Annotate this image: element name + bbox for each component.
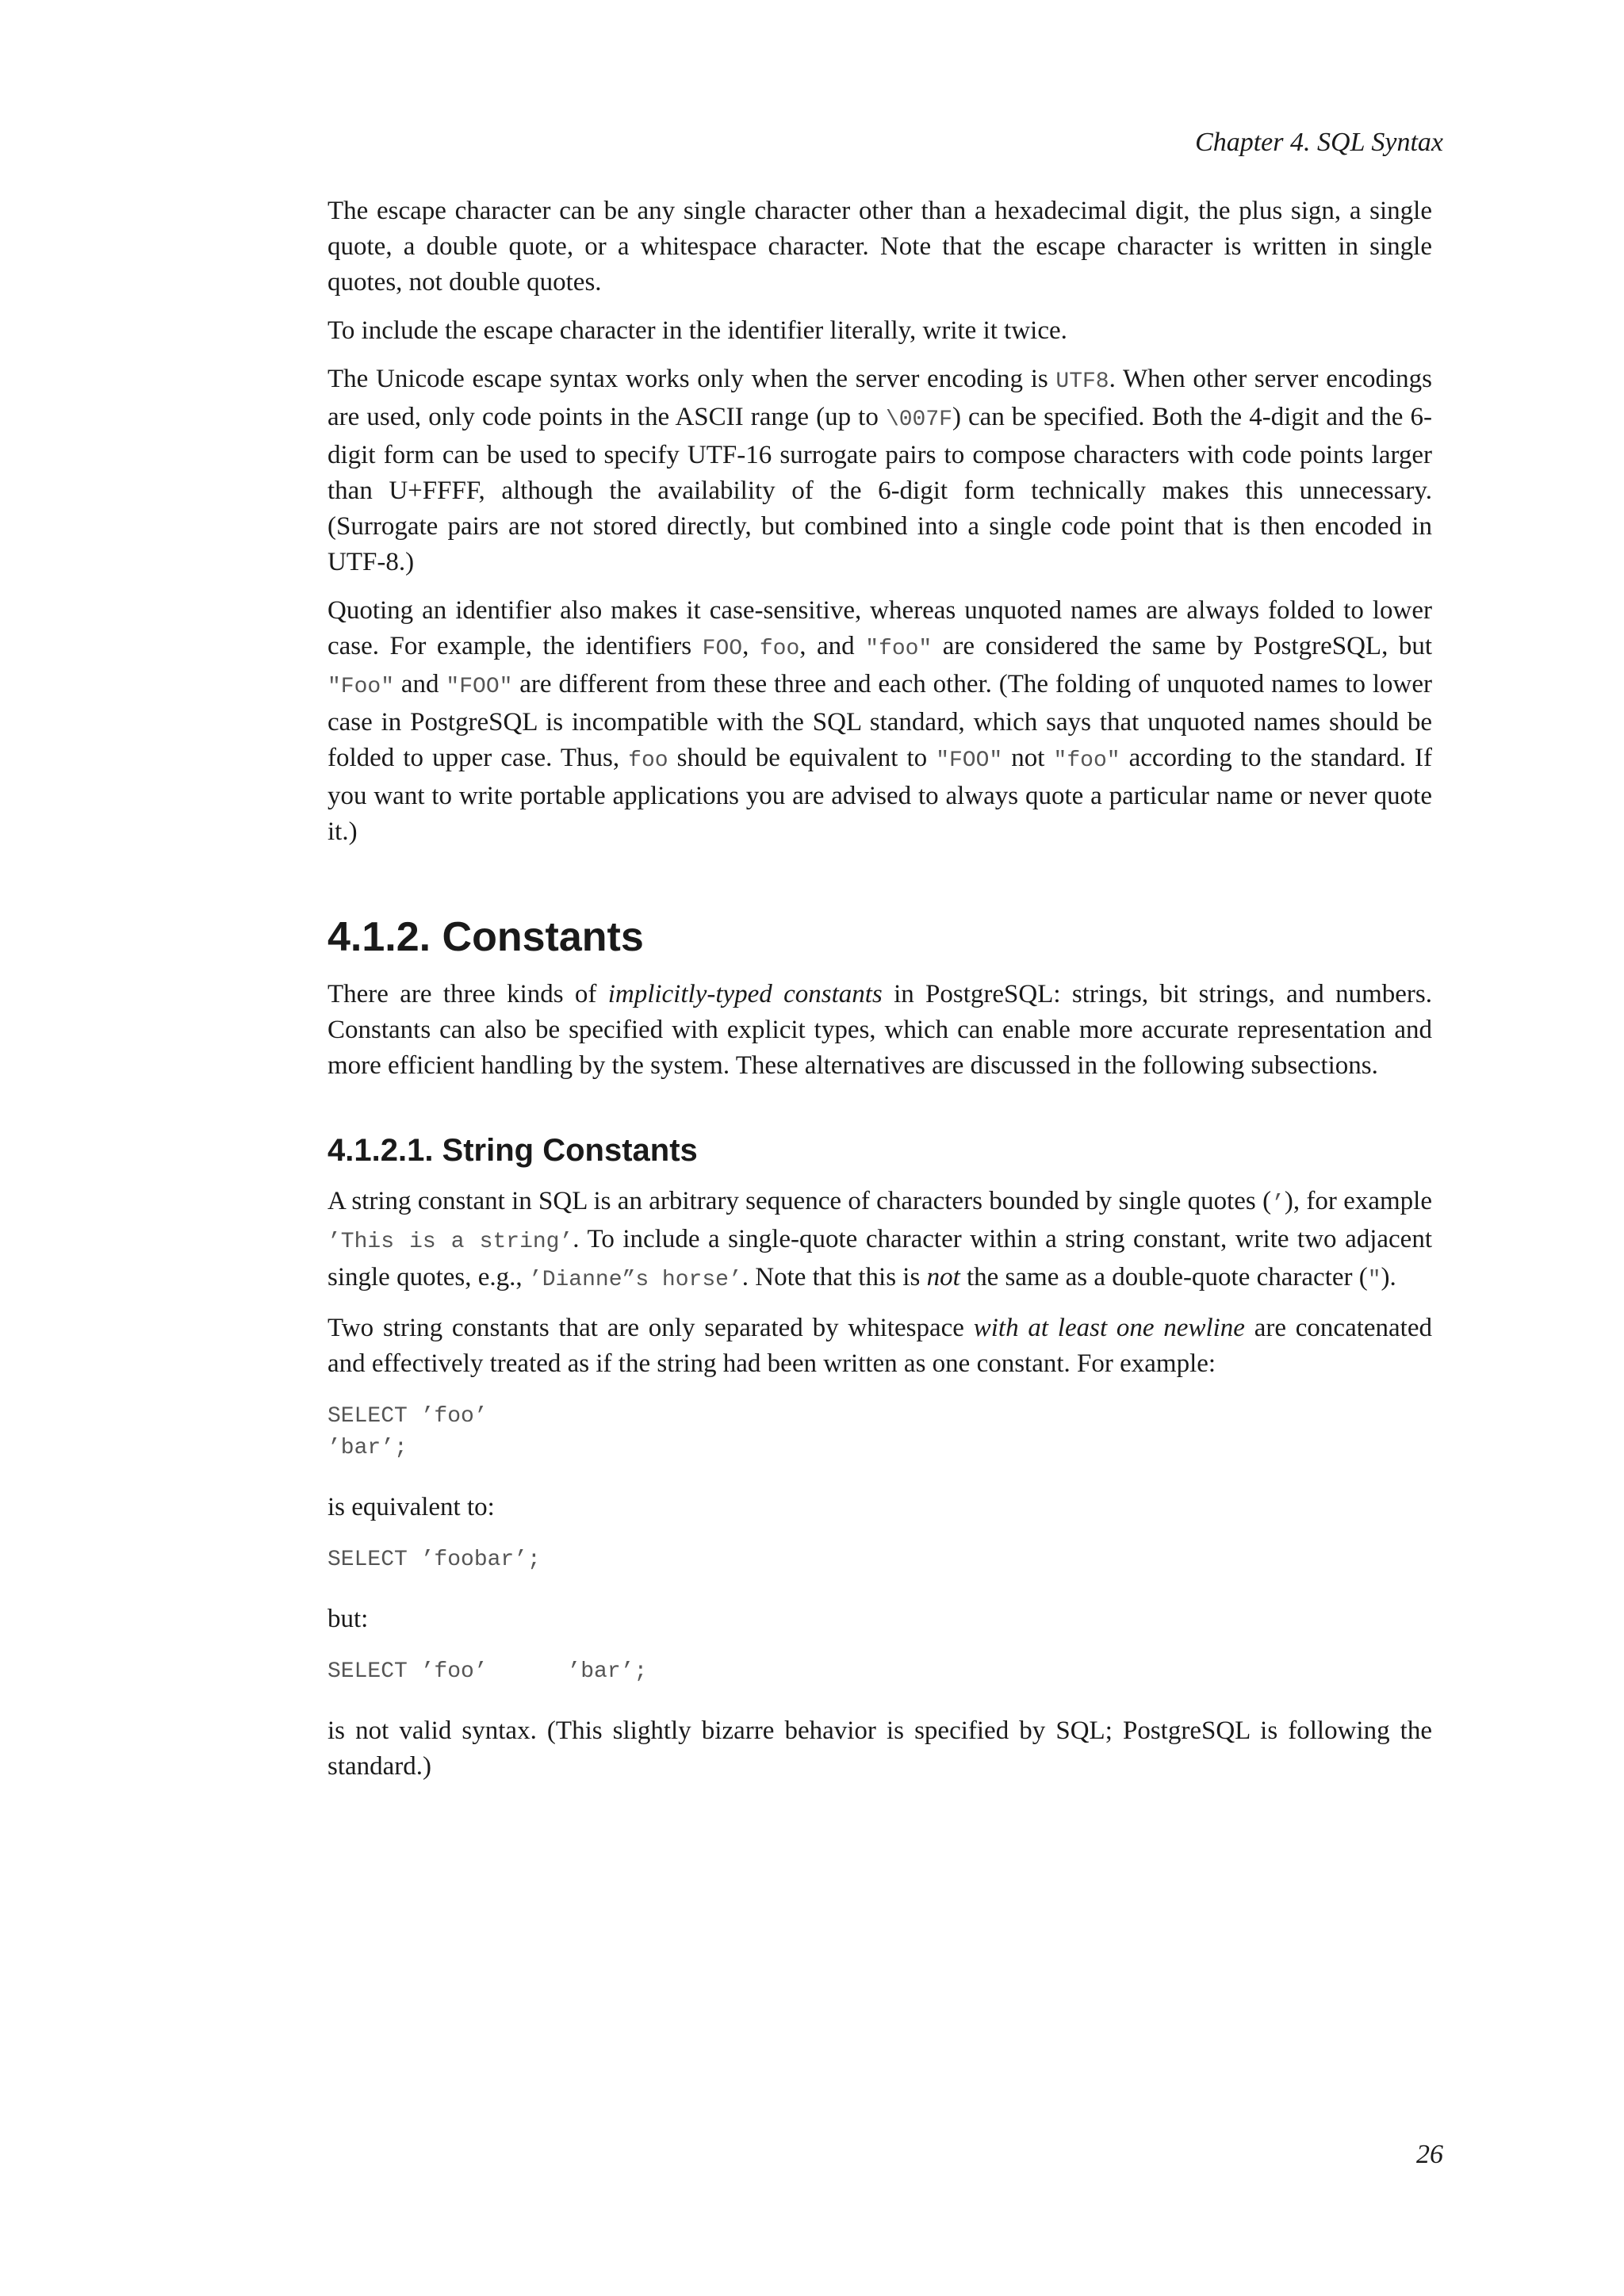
inline-code: foo: [759, 637, 800, 661]
emphasis: implicitly-typed constants: [607, 980, 883, 1008]
inline-code: foo: [628, 748, 668, 773]
code-block-invalid: SELECT ’foo’ ’bar’;: [327, 1659, 648, 1684]
inline-code: "FOO": [446, 675, 513, 699]
inline-code: ’: [1271, 1192, 1285, 1216]
text-run: A string constant in SQL is an arbitrary sequence of characters bounded by single quotes (: [327, 1187, 1272, 1215]
page-content: [327, 193, 1432, 1797]
emphasis: not: [926, 1263, 960, 1292]
code-block-concatenation-example: SELECT ’foo’ ’bar’;: [327, 1404, 488, 1460]
text-run: according to the standard. If you want to write portable applications you are advised to always quote a particular name or never quote it.): [327, 744, 1433, 846]
page-number: 26: [1416, 2140, 1443, 2169]
paragraph-string-concatenation: [327, 1311, 1432, 1382]
text-run: . To include a single-quote character within a string constant, write two adjacent single quotes, e.g.,: [327, 1225, 1432, 1292]
paragraph-escape-character: The escape character can be any single character other than a hexadecimal digit, the plus sign, a single quote, a double quote, or a whitespace character. Note that the escape character is written in single quotes, not double quotes.: [327, 197, 1432, 297]
inline-code: "foo": [865, 637, 933, 661]
inline-code: ": [1367, 1268, 1381, 1292]
inline-code: "foo": [1053, 748, 1120, 773]
text-run: . Note that this is: [741, 1263, 927, 1292]
text-run: are concatenated and effectively treated as if the string had been written as one constant. For example:: [327, 1314, 1432, 1378]
section-heading-constants: 4.1.2. Constants: [327, 914, 644, 960]
subsection-heading-string-constants: 4.1.2.1. String Constants: [327, 1133, 698, 1168]
paragraph-escape-twice: To include the escape character in the identifier literally, write it twice.: [327, 316, 1067, 345]
text-run: , and: [799, 632, 866, 660]
text-run: are considered the same by PostgreSQL, but: [932, 632, 1433, 660]
text-run: ) can be specified. Both the 4-digit and the 6-digit form can be used to specify UTF-16 surrogate pairs to compose characters with code points larger than U+FFFF, although the availability of the 6-digit form technically makes this unnecessary. (Surrogate pairs are not stored directly, but combined into a single code point that is then encoded in UTF-8.): [327, 403, 1432, 576]
paragraph-equivalent-to: is equivalent to:: [327, 1493, 495, 1521]
paragraph-constants-intro: [327, 977, 1432, 1084]
inline-code: ’This is a string’: [327, 1230, 573, 1254]
text-run: There are three kinds of: [327, 980, 608, 1008]
inline-code: "Foo": [327, 675, 395, 699]
paragraph-string-constant-definition: [327, 1184, 1432, 1298]
inline-code: "FOO": [936, 748, 1003, 773]
inline-code: \007F: [885, 408, 952, 432]
text-run: and: [394, 670, 446, 698]
text-run: The Unicode escape syntax works only when the server encoding is: [327, 365, 1056, 393]
text-run: Two string constants that are only separated by whitespace: [327, 1314, 974, 1342]
running-header: Chapter 4. SQL Syntax: [1195, 128, 1443, 157]
text-run: ).: [1381, 1263, 1396, 1292]
text-run: in PostgreSQL: strings, bit strings, and numbers. Constants can also be specified with explicit types, which can enable more accurate representation and more efficient handling by the system. These alternatives are discussed in the following subsections.: [327, 980, 1432, 1080]
inline-code: UTF8: [1055, 369, 1109, 394]
text-run: the same as a double-quote character (: [959, 1263, 1368, 1292]
code-block-equivalent: SELECT ’foobar’;: [327, 1548, 541, 1572]
inline-code: ’Dianne”s horse’: [528, 1268, 742, 1292]
text-run: not: [1002, 744, 1054, 772]
inline-code: FOO: [702, 637, 743, 661]
text-run: ,: [742, 632, 760, 660]
text-run: should be equivalent to: [668, 744, 936, 772]
text-run: are different from these three and each other. (The folding of unquoted names to lower case in PostgreSQL is incompatible with the SQL standard, which says that unquoted names should be folded to upper case. Thus,: [327, 670, 1432, 772]
paragraph-case-sensitivity: [327, 593, 1432, 850]
text-run: ), for example: [1284, 1187, 1433, 1215]
emphasis: with at least one newline: [973, 1314, 1245, 1342]
paragraph-invalid-syntax: is not valid syntax. (This slightly bizarre behavior is specified by SQL; PostgreSQL is following the standard.): [327, 1716, 1432, 1781]
paragraph-but: but:: [327, 1605, 369, 1633]
text-run: Quoting an identifier also makes it case-sensitive, whereas unquoted names are always folded to lower case. For example, the identifiers: [327, 596, 1432, 660]
text-run: . When other server encodings are used, only code points in the ASCII range (up to: [327, 365, 1433, 431]
paragraph-unicode-escape: [327, 362, 1432, 580]
